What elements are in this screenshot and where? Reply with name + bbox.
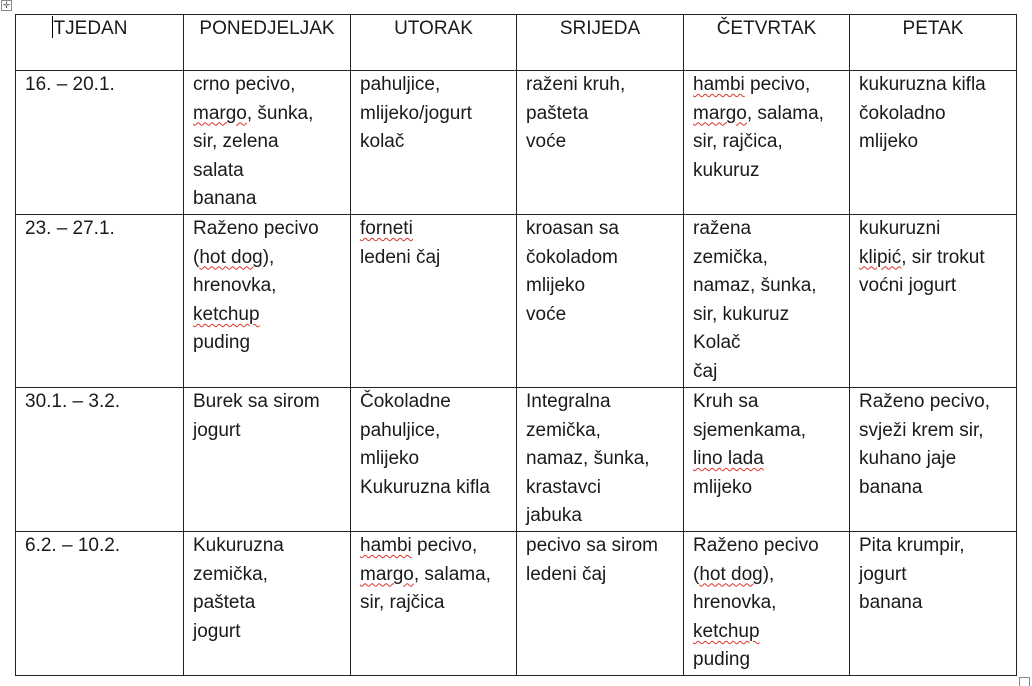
cell-line: Kolač (693, 332, 741, 354)
spellcheck-flagged-word: forneti (360, 217, 413, 239)
monday-cell[interactable] (184, 387, 351, 531)
cell-line: pecivo sa sirom (526, 534, 658, 556)
cell-line: hambi pecivo, (693, 74, 811, 95)
cell-line (193, 301, 350, 330)
friday-cell[interactable] (850, 531, 1017, 675)
friday-cell[interactable] (850, 387, 1017, 531)
cell-line: sir, kukuruz (693, 303, 790, 325)
cell-line: pašteta (526, 102, 589, 124)
week-cell[interactable]: 23. – 27.1. (16, 214, 184, 387)
cell-line: margo, šunka, (193, 102, 314, 124)
table-row (16, 71, 1017, 215)
monday-cell[interactable] (184, 531, 351, 675)
cell-line: zemička, (193, 563, 268, 585)
cell-line: čokoladno (859, 102, 946, 124)
spellcheck-flagged-word: ketchup (193, 303, 260, 325)
thursday-cell[interactable] (684, 387, 850, 531)
cell-line: voće (526, 131, 567, 153)
spellcheck-flagged-word: margo (693, 102, 747, 124)
table-header-row (16, 15, 1017, 71)
cell-line: crno pecivo, (193, 74, 296, 95)
week-cell[interactable]: 30.1. – 3.2. (16, 387, 184, 531)
cell-line: Pita krumpir, (859, 534, 965, 556)
tuesday-cell[interactable] (351, 387, 517, 531)
cell-line: sir, rajčica, (693, 131, 783, 153)
friday-cell[interactable] (850, 71, 1017, 215)
thursday-cell[interactable] (684, 531, 850, 675)
table-move-handle-icon[interactable]: ✛ (2, 0, 11, 10)
spellcheck-flagged-word: hot dog (199, 246, 263, 268)
cell-line: jogurt (193, 620, 241, 642)
cell-line: jogurt (193, 419, 241, 441)
tuesday-cell[interactable] (351, 71, 517, 215)
cell-line: (hot dog), (693, 563, 775, 585)
cell-line: sjemenkama, (693, 419, 806, 441)
week-cell[interactable]: 16. – 20.1. (16, 71, 184, 215)
cell-line: ledeni čaj (360, 246, 441, 268)
header-utorak[interactable]: UTORAK (351, 15, 517, 71)
spellcheck-flagged-word: klipić (859, 246, 902, 268)
cell-line: hrenovka, (693, 592, 777, 614)
cell-line: kroasan sa (526, 217, 619, 239)
cell-line: kolač (360, 131, 405, 153)
cell-line: krastavci (526, 476, 601, 498)
cell-line (693, 618, 849, 647)
cell-line: (hot dog), (193, 246, 275, 268)
cell-line: mlijeko (360, 448, 420, 470)
wednesday-cell[interactable] (517, 387, 684, 531)
cell-line: kukuruzni (859, 217, 941, 239)
header-tjedan-label: TJEDAN (53, 18, 128, 39)
spellcheck-flagged-word: hambi (693, 74, 745, 95)
wednesday-cell[interactable] (517, 214, 684, 387)
cell-line: jogurt (859, 563, 907, 585)
cell-line: puding (193, 332, 251, 354)
cell-line: mlijeko (693, 476, 753, 498)
cell-line: mlijeko/jogurt (360, 102, 472, 124)
cell-line: Kruh sa (693, 390, 759, 412)
cell-line: ledeni čaj (526, 563, 607, 585)
cell-line: hambi pecivo, (360, 534, 478, 556)
cell-line: hrenovka, (193, 275, 277, 297)
cell-line (693, 445, 849, 474)
cell-line: zemička, (526, 419, 601, 441)
cell-line: kukuruzna kifla (859, 74, 986, 95)
cell-line: voće (526, 303, 567, 325)
table-row (16, 387, 1017, 531)
cell-line: namaz, šunka, (526, 448, 650, 470)
spellcheck-flagged-word: hambi (360, 534, 412, 556)
tuesday-cell[interactable] (351, 531, 517, 675)
cell-line: svježi krem sir, (859, 419, 984, 441)
spellcheck-flagged-word: margo (193, 102, 247, 124)
cell-line: banana (193, 188, 257, 210)
cell-line: banana (859, 476, 923, 498)
cell-line: pašteta (193, 592, 256, 614)
week-cell[interactable]: 6.2. – 10.2. (16, 531, 184, 675)
spellcheck-flagged-word: hot dog (699, 563, 763, 585)
header-srijeda[interactable]: SRIJEDA (517, 15, 684, 71)
spellcheck-flagged-word: lino lada (693, 448, 764, 470)
cell-line (360, 215, 516, 244)
cell-line: klipić, sir trokut (859, 246, 985, 268)
cell-line: mlijeko (859, 131, 919, 153)
table-row (16, 214, 1017, 387)
table-row (16, 531, 1017, 675)
table-resize-handle[interactable] (1019, 677, 1030, 686)
cell-line: sir, zelena (193, 131, 279, 153)
cell-line: Čokoladne (360, 390, 451, 412)
spellcheck-flagged-word: ketchup (693, 620, 760, 642)
cell-line: Integralna (526, 390, 611, 412)
cell-line: čaj (693, 360, 718, 382)
cell-line: margo, salama, (360, 563, 491, 585)
cell-line: zemička, (693, 246, 768, 268)
cell-line: Raženo pecivo (693, 534, 819, 556)
header-petak[interactable]: PETAK (850, 15, 1017, 71)
cell-line: čokoladom (526, 246, 618, 268)
cell-line: jabuka (526, 505, 582, 527)
cell-line: pahuljice, (360, 74, 441, 95)
wednesday-cell[interactable] (517, 531, 684, 675)
friday-cell[interactable] (850, 214, 1017, 387)
cell-line: salata (193, 159, 244, 181)
header-ponedjeljak[interactable]: PONEDJELJAK (184, 15, 351, 71)
thursday-cell[interactable] (684, 214, 850, 387)
cell-line: sir, rajčica (360, 592, 445, 614)
cell-line: banana (859, 592, 923, 614)
cell-line: puding (693, 649, 751, 671)
cell-line: namaz, šunka, (693, 275, 817, 297)
cell-line: Kukuruzna (193, 534, 284, 556)
weekly-menu-table (15, 14, 1017, 676)
cell-line: ražena (693, 217, 752, 239)
tuesday-cell[interactable] (351, 214, 517, 387)
cell-line: Kukuruzna kifla (360, 476, 490, 498)
cell-line: Burek sa sirom (193, 390, 320, 412)
wednesday-cell[interactable] (517, 71, 684, 215)
cell-line: voćni jogurt (859, 275, 957, 297)
cell-line: kukuruz (693, 159, 760, 181)
thursday-cell[interactable] (684, 71, 850, 215)
cell-line: raženi kruh, (526, 74, 626, 95)
cell-line: pahuljice, (360, 419, 441, 441)
cell-line: kuhano jaje (859, 448, 957, 470)
spellcheck-flagged-word: margo (360, 563, 414, 585)
cell-line: mlijeko (526, 275, 586, 297)
monday-cell[interactable] (184, 71, 351, 215)
cell-line: margo, salama, (693, 102, 824, 124)
monday-cell[interactable] (184, 214, 351, 387)
cell-line: Raženo pecivo (193, 217, 319, 239)
text-cursor (52, 16, 53, 38)
header-cetvrtak[interactable]: ČETVRTAK (684, 15, 850, 71)
cell-line: Raženo pecivo, (859, 390, 990, 412)
header-tjedan[interactable] (16, 15, 184, 71)
